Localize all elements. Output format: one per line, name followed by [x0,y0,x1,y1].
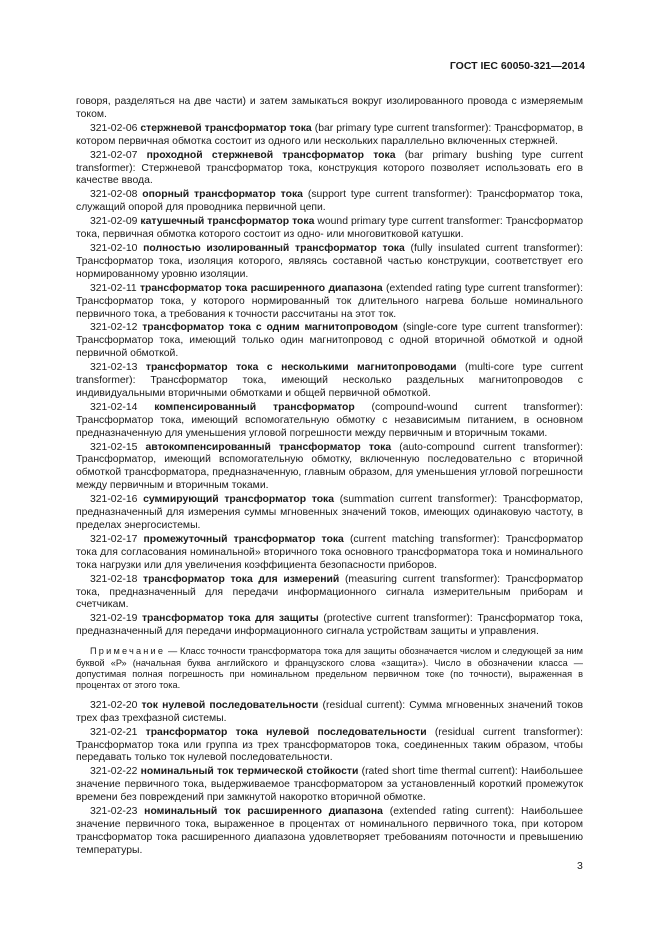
term-title: трансформатор тока для измерений [143,573,340,585]
term-number: 321-02-23 [90,806,138,818]
term-number: 321-02-18 [90,573,138,585]
term-number: 321-02-16 [90,494,138,506]
term-number: 321-02-06 [90,122,138,134]
term-entry [76,700,583,726]
term-number: 321-02-13 [90,362,138,374]
term-entry [76,243,583,282]
term-definition: (rated short time thermal current): Наибольшее значение первичного тока, выдерживаемое трансформатором за установленный короткий промежуток времени без повреждений при замкнутой накоротко вторичной обмотке. [76,766,583,804]
term-title: стержневой трансформатор тока [140,122,312,134]
term-definition: (summation current transformer): Трансформатор, предназначенный для измерения суммы мгновенных значений токов, имеющих одинаковую частоту, в пределах энергосистемы. [76,494,583,531]
term-number: 321-02-15 [90,441,138,453]
term-entry [76,766,583,805]
term-number: 321-02-09 [90,216,138,228]
term-entry [76,189,583,215]
note-text: — Класс точности трансформатора тока для защиты обозначается числом и следующей за ним буквой «Р» (начальная буква английского и французского слова «защита»). Число в обозначении класса — допустимая полная погрешность при номинальном предельном первичном токе (по точности), выраженная в процентах от этого тока. [76,646,583,691]
term-title: опорный трансформатор тока [142,189,303,201]
term-title: полностью изолированный трансформатор тока [143,242,405,254]
document-header: ГОСТ IEC 60050-321—2014 [449,60,585,72]
term-definition: (measuring current transformer): Трансформатор тока, предназначенный для передачи информационного сигнала измерительным приборам и счетчикам. [76,573,583,611]
note-label: Примечание [90,646,166,657]
term-title: компенсированный трансформатор [154,401,355,413]
term-title: промежуточный трансформатор тока [143,533,344,545]
term-title: трансформатор тока расширенного диапазона [139,282,383,294]
term-entry [76,613,583,639]
term-number: 321-02-12 [90,322,138,334]
term-definition: (residual current): Сумма мгновенных значений токов трех фаз трехфазной системы. [76,699,583,724]
term-number: 321-02-19 [90,613,138,625]
term-definition: wound primary type current transformer: Трансформатор тока, первичная обмотка которого состоит из одно- или многовитковой катушки. [76,216,583,241]
term-definition: (residual current transformer): Трансформатор тока или группа из трех трансформаторов тока, соединенных таким образом, чтобы передавать только ток нулевой последовательности. [76,726,583,764]
term-definition: (auto-compound current transformer): Трансформатор, имеющий вспомогательную обмотку, включенную последовательно с вторичной обмоткой трансформатора, предназначенную, главным образом, для уменьшения угловой погрешности между первичным и вторичным токами. [76,441,584,492]
term-title: автокомпенсированный трансформатор тока [145,441,392,453]
term-title: катушечный трансформатор тока [140,216,315,228]
term-entry [76,574,583,613]
term-entry [76,402,583,441]
term-definition: (fully insulated current transformer): Трансформатор тока, изоляция которого, являясь составной частью конструкции, соответствует его нормированному уровню изоляции. [76,242,584,280]
term-definition: (extended rating current): Наибольшее значение первичного тока, выраженное в процентах от номинального первичного тока, при котором трансформатор тока расширенного диапазона удовлетворяет требованиям поточности и превышению температуры. [76,806,583,856]
term-number: 321-02-20 [90,699,138,711]
term-title: трансформатор тока с одним магнитопроводом [142,322,398,334]
term-number: 321-02-07 [90,149,138,161]
term-definition: (extended rating type current transformer): Трансформатор тока, у которого нормированный ток длительного нагрева больше номинального первичного тока, а требования к точности рассчитаны на этот ток. [76,282,583,320]
term-number: 321-02-14 [90,401,138,413]
term-number: 321-02-11 [90,282,137,294]
term-definition: (current matching transformer): Трансформатор тока для согласования номинальной» вторичного тока основного трансформатора тока и номинального тока нагрузки или для увеличения коэффициента безопасности приборов. [76,533,583,571]
term-entry [76,442,583,494]
term-title: проходной стержневой трансформатор тока [146,149,396,161]
term-definition: (single-core type current transformer): Трансформатор тока, имеющий только один магнитопровод с одной вторичной обмоткой и одной первичной обмоткой. [76,322,584,360]
term-entry [76,534,583,573]
term-definition: (support type current transformer): Трансформатор тока, служащий опорой для проводника первичной цепи. [76,189,584,214]
term-entry [76,283,583,322]
term-number: 321-02-21 [90,726,138,738]
term-entry [76,494,583,533]
term-entry [76,727,583,766]
term-definition: (bar primary type current transformer): Трансформатор, в котором первичная обмотка состоит из одного или нескольких параллельно включенных стержней. [76,122,584,147]
document-body [76,96,583,859]
term-entry [76,123,583,149]
term-title: номинальный ток расширенного диапазона [144,806,383,818]
term-number: 321-02-17 [90,533,138,545]
term-entry [76,216,583,242]
term-number: 321-02-08 [90,189,138,201]
term-entry [76,150,583,189]
continuation-text: говоря, разделяться на две части) и затем замыкаться вокруг изолированного провода с измеряемым током. [76,96,583,120]
term-definition: (compound-wound current transformer): Трансформатор тока, имеющий вспомогательную обмотку с независимым питанием, в основном предназначенную для уменьшения угловой погрешности между первичным и вторичным токами. [76,401,584,439]
page-number: 3 [577,860,583,872]
term-title: номинальный ток термической стойкости [140,766,359,778]
note [76,646,583,692]
term-title: трансформатор тока нулевой последовательности [145,726,427,738]
term-number: 321-02-10 [90,242,138,254]
term-entry [76,362,583,401]
term-entry [76,322,583,361]
term-title: суммирующий трансформатор тока [143,494,335,506]
term-entry [76,806,583,858]
term-definition: (protective current transformer): Трансформатор тока, предназначенный для передачи информационного сигнала устройствам защиты и управления. [76,613,583,638]
term-title: ток нулевой последовательности [141,699,319,711]
term-definition: (multi-core type current transformer): Трансформатор тока, имеющий несколько раздельных магнитопроводов с индивидуальными вторичными обмотками и общей первичной обмоткой. [76,362,584,399]
term-definition: (bar primary bushing type current transformer): Стержневой трансформатор тока, конструкция которого позволяет использовать его в качестве ввода. [76,149,583,187]
term-number: 321-02-22 [90,766,138,778]
term-title: трансформатор тока с несколькими магнитопроводами [145,362,457,374]
term-title: трансформатор тока для защиты [141,613,319,625]
